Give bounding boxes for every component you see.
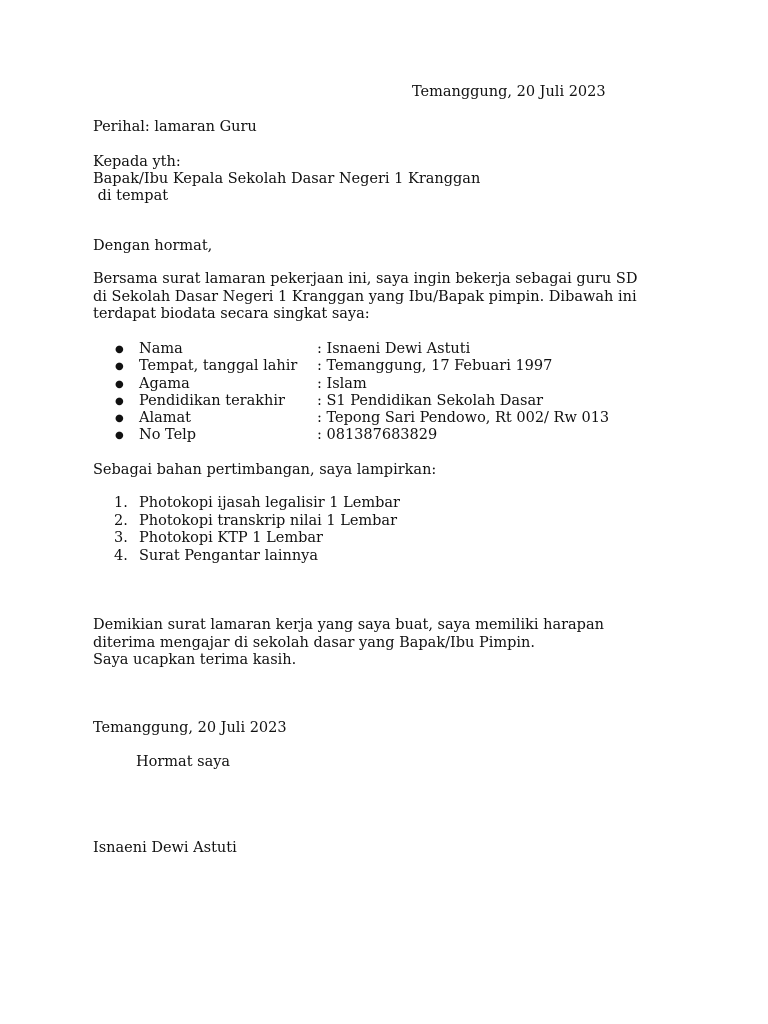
closing-line-3: Saya ucapkan terima kasih. bbox=[93, 652, 297, 668]
attachment-text: Surat Pengantar lainnya bbox=[139, 547, 319, 564]
biodata-label: Pendidikan terakhir bbox=[139, 392, 285, 409]
bullet-icon: ● bbox=[115, 430, 124, 442]
attachment-number: 1. bbox=[114, 495, 128, 511]
bullet-icon: ● bbox=[115, 344, 124, 355]
regards: Hormat saya bbox=[136, 754, 231, 770]
recipient-line-3 bbox=[93, 187, 168, 205]
attachment-number: 3. bbox=[114, 530, 128, 546]
signature-name: Isnaeni Dewi Astuti bbox=[93, 840, 237, 856]
intro-paragraph bbox=[93, 271, 637, 324]
biodata-value: : S1 Pendidikan Sekolah Dasar bbox=[317, 392, 544, 409]
closing-line-2: diterima mengajar di sekolah dasar yang Bapak/Ibu Pimpin. bbox=[93, 635, 535, 651]
biodata-label: Alamat bbox=[139, 410, 191, 427]
intro-line-1: Bersama surat lamaran pekerjaan ini, saya ingin bekerja sebagai guru SD bbox=[93, 271, 638, 287]
recipient-line-2: Bapak/Ibu Kepala Sekolah Dasar Negeri 1 Kranggan bbox=[93, 171, 481, 187]
attachment-number: 4. bbox=[114, 547, 128, 564]
biodata-value: : Islam bbox=[317, 375, 367, 392]
place-date-bottom: Temanggung, 20 Juli 2023 bbox=[93, 720, 287, 736]
attachment-text: Photokopi ijasah legalisir 1 Lembar bbox=[139, 495, 400, 511]
attachments-intro: Sebagai bahan pertimbangan, saya lampirkan: bbox=[93, 462, 437, 478]
biodata-value: : 081387683829 bbox=[317, 427, 438, 444]
biodata-value: : Isnaeni Dewi Astuti bbox=[317, 341, 471, 357]
biodata-label: Nama bbox=[139, 341, 183, 357]
attachment-number: 2. bbox=[114, 512, 128, 529]
attachment-text: Photokopi transkrip nilai 1 Lembar bbox=[139, 512, 398, 529]
biodata-label: Agama bbox=[139, 375, 190, 392]
intro-line-3: terdapat biodata secara singkat saya: bbox=[93, 306, 370, 322]
greeting: Dengan hormat, bbox=[93, 238, 213, 254]
biodata-value: : Temanggung, 17 Febuari 1997 bbox=[317, 358, 553, 375]
intro-line-2: di Sekolah Dasar Negeri 1 Kranggan yang Ibu/Bapak pimpin. Dibawah ini bbox=[93, 288, 637, 305]
biodata-label: Tempat, tanggal lahir bbox=[139, 358, 298, 375]
biodata-value: : Tepong Sari Pendowo, Rt 002/ Rw 013 bbox=[317, 410, 610, 427]
closing-line-1: Demikian surat lamaran kerja yang saya buat, saya memiliki harapan bbox=[93, 617, 604, 633]
bullet-icon: ● bbox=[115, 378, 124, 390]
attachment-text: Photokopi KTP 1 Lembar bbox=[139, 530, 323, 546]
recipient-line-3-text: di tempat bbox=[97, 188, 169, 204]
recipient-line-1: Kepada yth: bbox=[93, 154, 181, 170]
place-date-top: Temanggung, 20 Juli 2023 bbox=[412, 84, 606, 100]
bullet-icon: ● bbox=[115, 395, 124, 407]
bullet-icon: ● bbox=[115, 413, 124, 425]
bullet-icon: ● bbox=[115, 361, 124, 373]
biodata-label: No Telp bbox=[139, 427, 197, 444]
subject-line: Perihal: lamaran Guru bbox=[93, 119, 257, 135]
